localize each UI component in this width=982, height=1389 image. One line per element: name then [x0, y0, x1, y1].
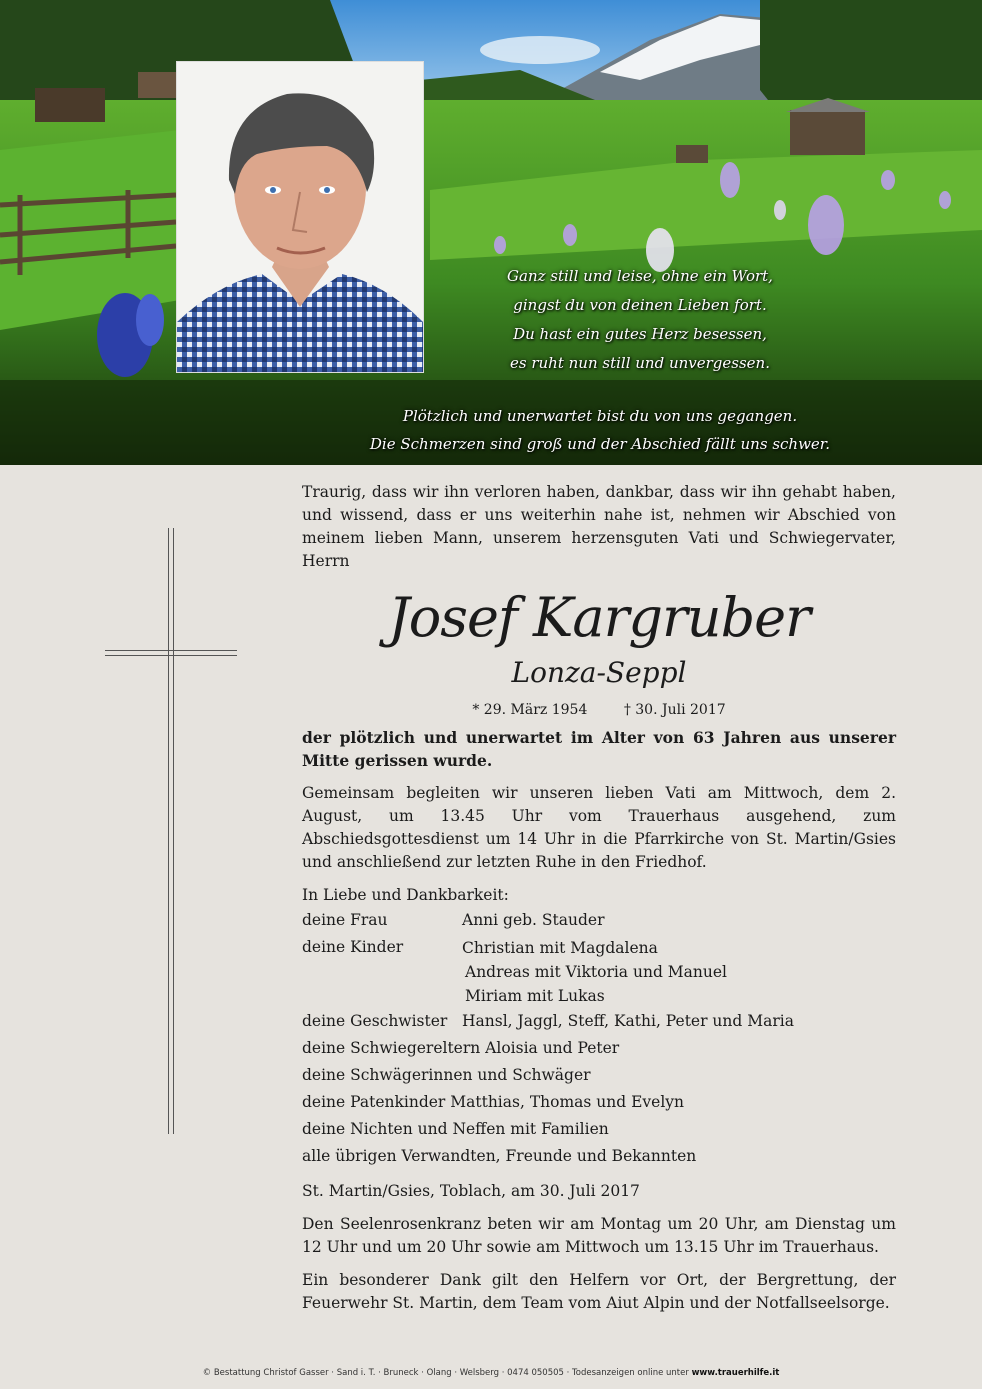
funeral-paragraph: Gemeinsam begleiten wir unseren lieben Vati am Mittwoch, dem 2. August, um 13.45 Uhr vom Trauerhaus ausgehend, zum Abschiedsgottesdienst um 14 Uhr in die Pfarrkirche von St. Martin/Gsies und anschließend zur letzten Ruhe in den Friedhof. — [302, 784, 896, 871]
deceased-name: Josef Kargruber — [388, 586, 810, 649]
relative-row — [302, 1062, 896, 1089]
relative-row — [302, 1008, 896, 1035]
relative-label: deine Frau — [302, 911, 388, 929]
poem-line: Du hast ein gutes Herz besessen, — [513, 325, 767, 343]
obituary-text — [302, 481, 896, 1315]
portrait-photo — [176, 61, 424, 373]
relative-value: Hansl, Jaggl, Steff, Kathi, Peter und Maria — [462, 1012, 794, 1030]
death-date: † 30. Juli 2017 — [623, 702, 726, 718]
child-entry: Christian mit Magdalena — [462, 939, 658, 957]
relative-value: Anni geb. Stauder — [462, 911, 605, 929]
cross-horizontal-line — [105, 655, 237, 656]
relative-label: deine Kinder — [302, 938, 404, 956]
poem-line: es ruht nun still und unvergessen. — [510, 354, 770, 372]
relative-line: deine Nichten und Neffen mit Familien — [302, 1120, 609, 1138]
rosary-paragraph: Den Seelenrosenkranz beten wir am Montag um 20 Uhr, am Dienstag um 12 Uhr und um 20 Uhr sowie am Mittwoch um 13.15 Uhr im Trauerhaus. — [302, 1215, 896, 1256]
footer — [0, 1368, 982, 1378]
relative-line: alle übrigen Verwandten, Freunde und Bekannten — [302, 1147, 697, 1165]
intro-paragraph: Traurig, dass wir ihn verloren haben, dankbar, dass wir ihn gehabt haben, und wissend, dass er uns weiterhin nahe ist, nehmen wir Abschied von meinem lieben Mann, unserem herzensguten Vati und Schwiegervater, Herrn — [302, 483, 896, 570]
cross-vertical-line — [173, 528, 174, 1134]
relative-row — [302, 1035, 896, 1062]
relative-row — [302, 1089, 896, 1116]
relative-row — [302, 907, 896, 934]
relative-label: deine Geschwister — [302, 1012, 448, 1030]
meadow-scene — [0, 0, 982, 465]
thanks-paragraph: Ein besonderer Dank gilt den Helfern vor Ort, der Bergrettung, der Feuerwehr St. Martin, dem Team vom Aiut Alpin und der Notfallseelsorge. — [302, 1271, 896, 1312]
birth-date: * 29. März 1954 — [472, 702, 588, 718]
relative-line: deine Patenkinder Matthias, Thomas und Evelyn — [302, 1093, 685, 1111]
life-dates — [302, 699, 896, 722]
poem-closing-line: Die Schmerzen sind groß und der Abschied fällt uns schwer. — [369, 435, 831, 453]
cross-horizontal-line — [105, 650, 237, 651]
child-entry: Andreas mit Viktoria und Manuel — [465, 963, 728, 981]
portrait-figure — [177, 62, 423, 372]
poem-closing-block — [340, 402, 860, 458]
love-heading: In Liebe und Dankbarkeit: — [302, 886, 509, 904]
place-date: St. Martin/Gsies, Toblach, am 30. Juli 2017 — [302, 1182, 640, 1200]
relative-value — [462, 934, 896, 1008]
deceased-nickname: Lonza-Seppl — [511, 656, 687, 689]
cross-vertical-line — [168, 528, 169, 1134]
sudden-death-paragraph: der plötzlich und unerwartet im Alter von 63 Jahren aus unserer Mitte gerissen wurde. — [302, 728, 896, 770]
header-landscape-image — [0, 0, 982, 465]
poem-line: gingst du von deinen Lieben fort. — [513, 296, 767, 314]
relative-row — [302, 1143, 896, 1170]
footer-link[interactable]: www.trauerhilfe.it — [691, 1368, 780, 1378]
relative-line: deine Schwägerinnen und Schwäger — [302, 1066, 591, 1084]
relative-row — [302, 1116, 896, 1143]
poem-block — [470, 262, 810, 378]
poem-closing-line: Plötzlich und unerwartet bist du von uns gegangen. — [402, 407, 798, 425]
relative-row — [302, 934, 896, 1008]
child-entry: Miriam mit Lukas — [465, 987, 605, 1005]
relative-line: deine Schwiegereltern Aloisia und Peter — [302, 1039, 620, 1057]
poem-line: Ganz still und leise, ohne ein Wort, — [507, 267, 773, 285]
footer-text: © Bestattung Christof Gasser · Sand i. T. · Bruneck · Olang · Welsberg · 0474 050505 · Todesanzeigen online unter — [202, 1368, 689, 1378]
